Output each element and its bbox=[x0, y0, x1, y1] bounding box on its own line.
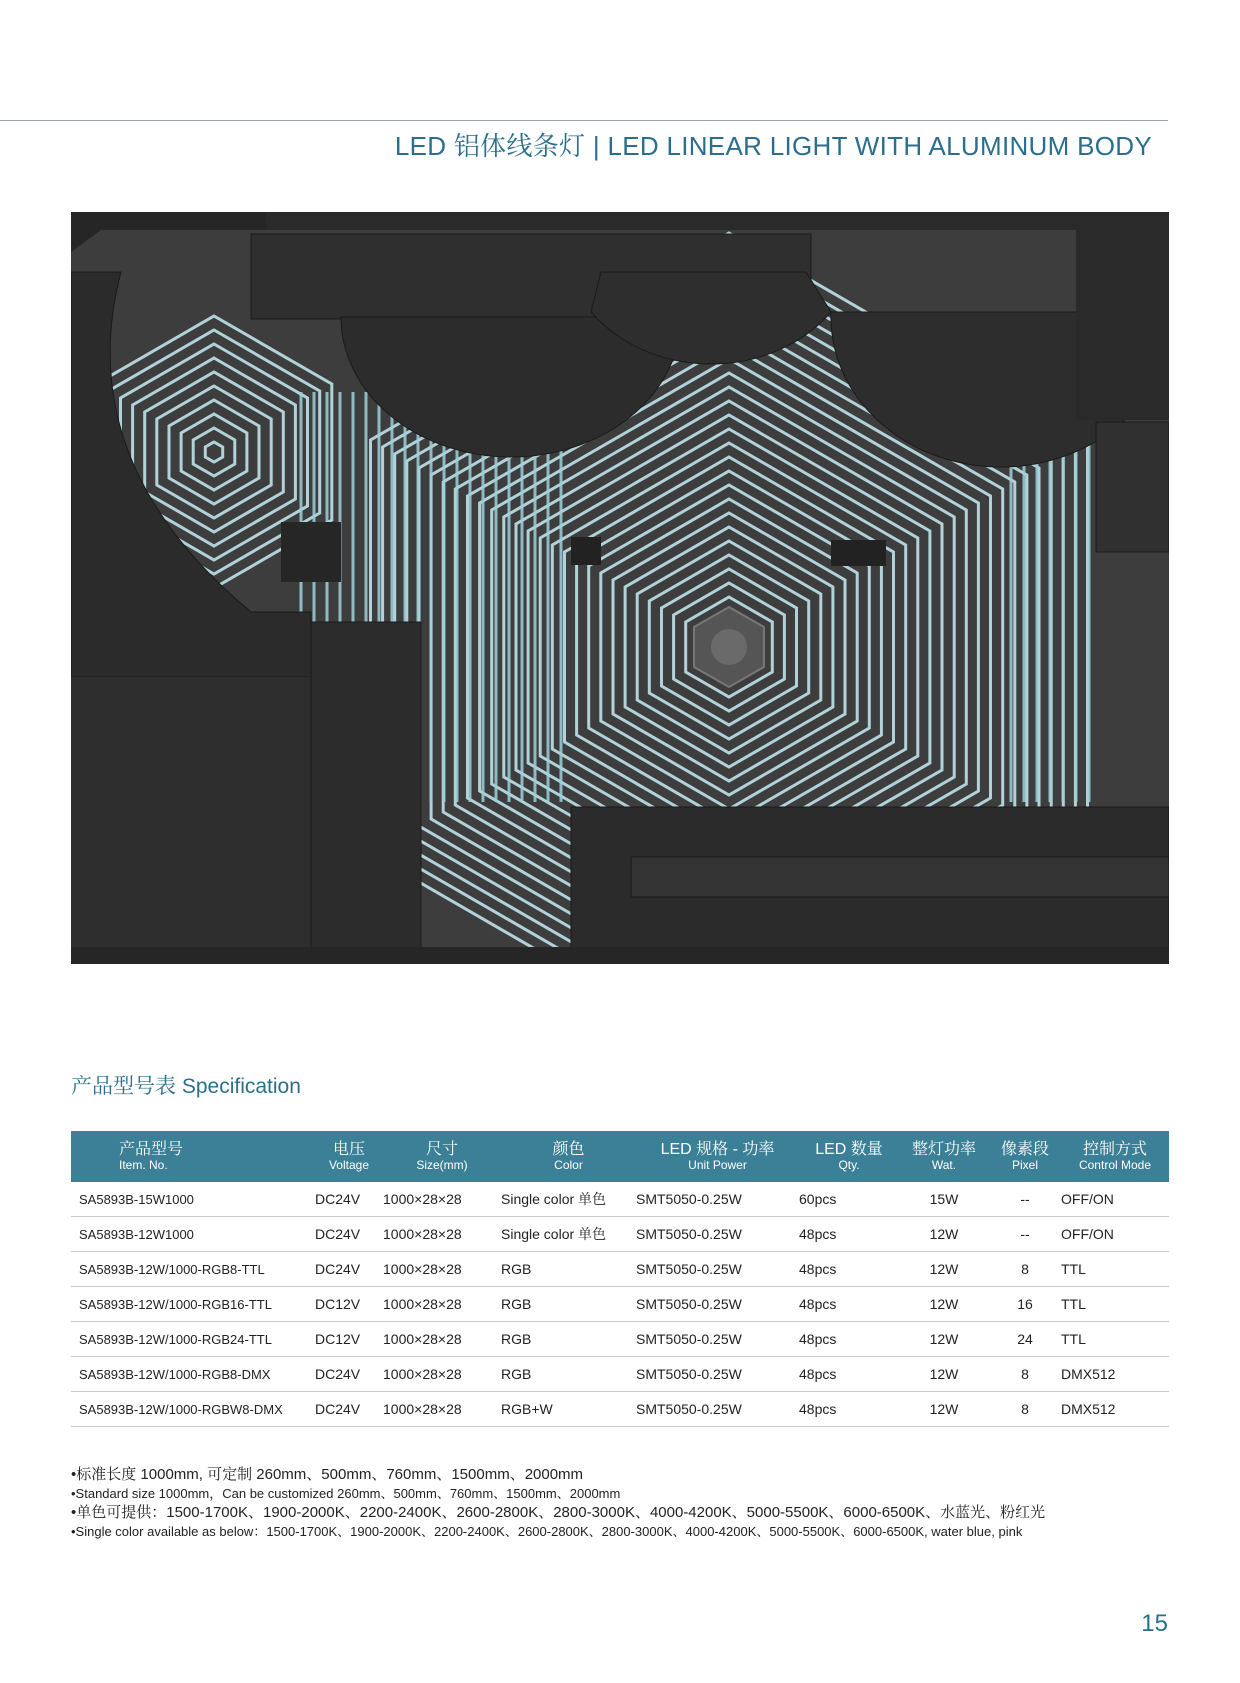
col-item-no: 产品型号 Item. No. bbox=[119, 1141, 184, 1172]
cell-color: RGB+W bbox=[501, 1392, 636, 1427]
cell-item-no: SA5893B-12W/1000-RGB8-DMX bbox=[71, 1357, 315, 1392]
cell-control-mode: DMX512 bbox=[1061, 1357, 1169, 1392]
note-color-zh: •单色可提供：1500-1700K、1900-2000K、2200-2400K、2600-2800K、2800-3000K、4000-4200K、5000-5500K、6000-6500K、水蓝光、粉红光 bbox=[71, 1503, 1046, 1521]
cell-unit-power: SMT5050-0.25W bbox=[636, 1357, 799, 1392]
cell-wattage: 12W bbox=[899, 1252, 989, 1287]
cell-wattage: 12W bbox=[899, 1287, 989, 1322]
cell-color: RGB bbox=[501, 1287, 636, 1322]
cell-unit-power: SMT5050-0.25W bbox=[636, 1182, 799, 1217]
cell-item-no: SA5893B-12W/1000-RGB8-TTL bbox=[71, 1252, 315, 1287]
cell-control-mode: OFF/ON bbox=[1061, 1182, 1169, 1217]
col-wattage: 整灯功率 Wat. bbox=[911, 1141, 976, 1172]
note-length-en: •Standard size 1000mm，Can be customized 260mm、500mm、760mm、1500mm、2000mm bbox=[71, 1486, 621, 1502]
cell-qty: 48pcs bbox=[799, 1357, 899, 1392]
cell-wattage: 12W bbox=[899, 1322, 989, 1357]
cell-wattage: 12W bbox=[899, 1217, 989, 1252]
col-pixel: 像素段 Pixel bbox=[1000, 1141, 1049, 1172]
cell-qty: 48pcs bbox=[799, 1217, 899, 1252]
cell-unit-power: SMT5050-0.25W bbox=[636, 1322, 799, 1357]
table-row bbox=[71, 1252, 1169, 1287]
note-length-zh: •标准长度 1000mm, 可定制 260mm、500mm、760mm、1500mm、2000mm bbox=[71, 1466, 584, 1483]
cell-control-mode: TTL bbox=[1061, 1287, 1169, 1322]
page-title: LED 铝体线条灯 | LED LINEAR LIGHT WITH ALUMINUM BODY bbox=[394, 131, 1152, 161]
cell-unit-power: SMT5050-0.25W bbox=[636, 1252, 799, 1287]
cell-item-no: SA5893B-12W/1000-RGBW8-DMX bbox=[71, 1392, 315, 1427]
cell-pixel: 8 bbox=[989, 1252, 1061, 1287]
cell-control-mode: TTL bbox=[1061, 1322, 1169, 1357]
cell-qty: 48pcs bbox=[799, 1322, 899, 1357]
table-row bbox=[71, 1182, 1169, 1217]
cell-size: 1000×28×28 bbox=[383, 1182, 501, 1217]
cell-item-no: SA5893B-15W1000 bbox=[71, 1182, 315, 1217]
cell-wattage: 12W bbox=[899, 1357, 989, 1392]
cell-voltage: DC24V bbox=[315, 1392, 383, 1427]
cell-control-mode: OFF/ON bbox=[1061, 1217, 1169, 1252]
cell-unit-power: SMT5050-0.25W bbox=[636, 1287, 799, 1322]
spec-table bbox=[71, 1131, 1169, 1427]
col-color: 颜色 Color bbox=[552, 1141, 585, 1172]
cell-size: 1000×28×28 bbox=[383, 1217, 501, 1252]
table-row bbox=[71, 1217, 1169, 1252]
cell-wattage: 12W bbox=[899, 1392, 989, 1427]
cell-pixel: 8 bbox=[989, 1392, 1061, 1427]
cell-voltage: DC12V bbox=[315, 1322, 383, 1357]
cell-size: 1000×28×28 bbox=[383, 1252, 501, 1287]
cell-control-mode: TTL bbox=[1061, 1252, 1169, 1287]
cell-unit-power: SMT5050-0.25W bbox=[636, 1217, 799, 1252]
page-number: 15 bbox=[1141, 1610, 1168, 1637]
cell-item-no: SA5893B-12W/1000-RGB16-TTL bbox=[71, 1287, 315, 1322]
spec-heading: 产品型号表 Specification bbox=[71, 1075, 301, 1098]
cell-voltage: DC24V bbox=[315, 1182, 383, 1217]
cell-voltage: DC24V bbox=[315, 1217, 383, 1252]
cell-pixel: 8 bbox=[989, 1357, 1061, 1392]
cell-voltage: DC24V bbox=[315, 1357, 383, 1392]
col-voltage: 电压 Voltage bbox=[328, 1141, 370, 1172]
cell-qty: 48pcs bbox=[799, 1252, 899, 1287]
cell-color: RGB bbox=[501, 1357, 636, 1392]
col-unit-power: LED 规格 - 功率 Unit Power bbox=[660, 1141, 775, 1172]
cell-pixel: 24 bbox=[989, 1322, 1061, 1357]
cell-qty: 60pcs bbox=[799, 1182, 899, 1217]
header-rule bbox=[0, 120, 1168, 121]
cell-wattage: 15W bbox=[899, 1182, 989, 1217]
table-row bbox=[71, 1357, 1169, 1392]
cell-size: 1000×28×28 bbox=[383, 1287, 501, 1322]
cell-voltage: DC24V bbox=[315, 1252, 383, 1287]
cell-qty: 48pcs bbox=[799, 1392, 899, 1427]
cell-size: 1000×28×28 bbox=[383, 1392, 501, 1427]
note-color-en: •Single color available as below：1500-1700K、1900-2000K、2200-2400K、2600-2800K、2800-3000K、4000-4200K、5000-5500K、6000-6500K, water blue, pink bbox=[71, 1524, 1023, 1540]
cell-color: RGB bbox=[501, 1322, 636, 1357]
product-render-image bbox=[71, 212, 1169, 964]
col-qty: LED 数量 Qty. bbox=[815, 1141, 883, 1172]
cell-qty: 48pcs bbox=[799, 1287, 899, 1322]
cell-size: 1000×28×28 bbox=[383, 1357, 501, 1392]
cell-pixel: -- bbox=[989, 1182, 1061, 1217]
notes bbox=[71, 1465, 1071, 1541]
cell-pixel: 16 bbox=[989, 1287, 1061, 1322]
cell-unit-power: SMT5050-0.25W bbox=[636, 1392, 799, 1427]
table-header-row bbox=[71, 1131, 1169, 1182]
col-control-mode: 控制方式 Control Mode bbox=[1078, 1141, 1152, 1172]
cell-control-mode: DMX512 bbox=[1061, 1392, 1169, 1427]
col-size: 尺寸 Size(mm) bbox=[416, 1141, 468, 1172]
cell-pixel: -- bbox=[989, 1217, 1061, 1252]
cell-color: Single color 单色 bbox=[501, 1217, 636, 1252]
cell-color: RGB bbox=[501, 1252, 636, 1287]
cell-item-no: SA5893B-12W1000 bbox=[71, 1217, 315, 1252]
cell-voltage: DC12V bbox=[315, 1287, 383, 1322]
table-row bbox=[71, 1392, 1169, 1427]
cell-color: Single color 单色 bbox=[501, 1182, 636, 1217]
table-row bbox=[71, 1287, 1169, 1322]
table-row bbox=[71, 1322, 1169, 1357]
cell-size: 1000×28×28 bbox=[383, 1322, 501, 1357]
cell-item-no: SA5893B-12W/1000-RGB24-TTL bbox=[71, 1322, 315, 1357]
